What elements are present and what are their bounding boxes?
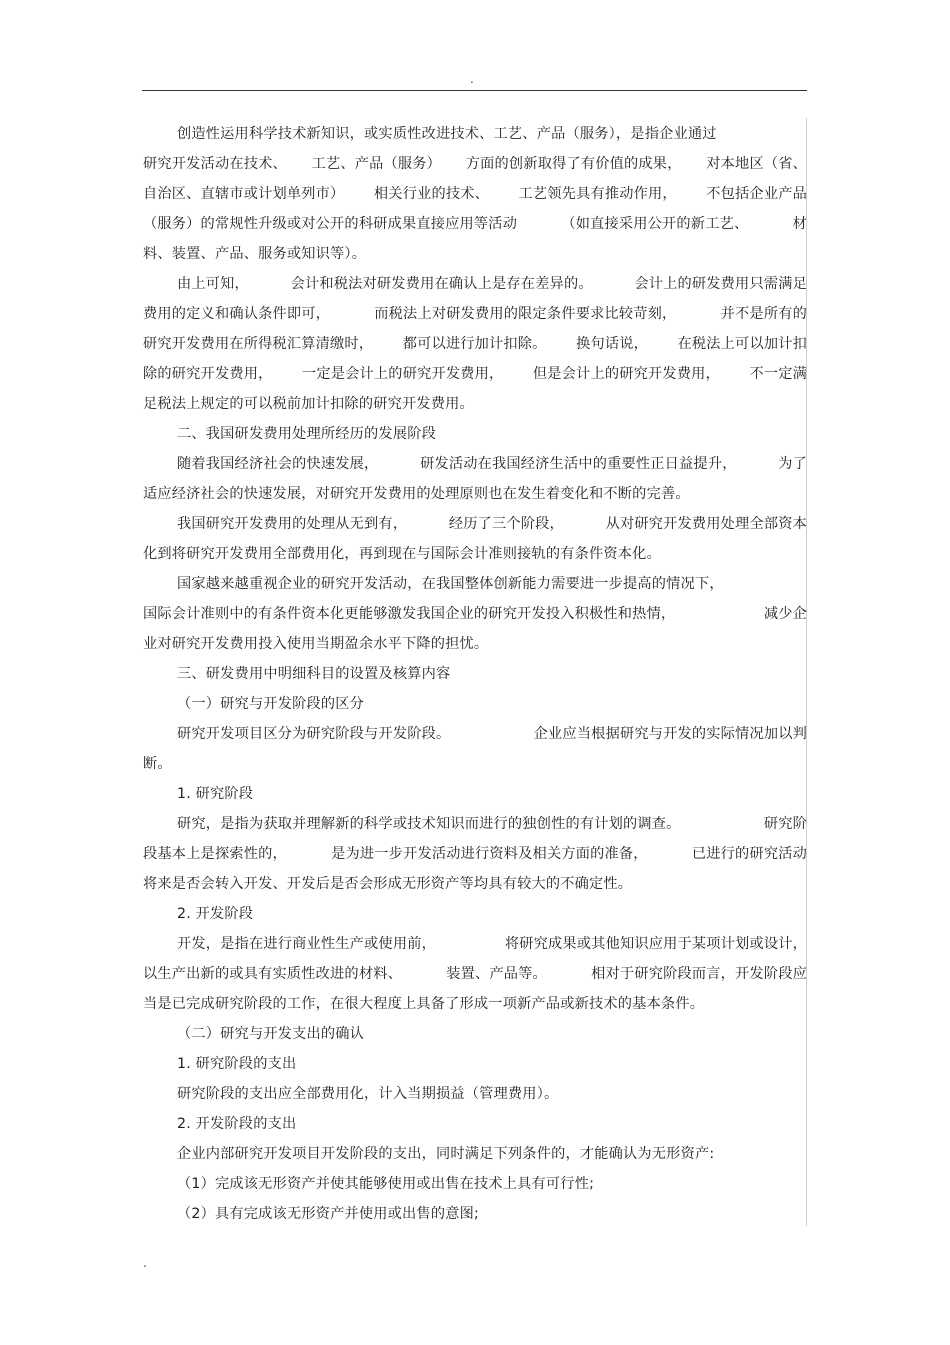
text-segment: 料、装置、产品、服务或知识等）。 xyxy=(143,246,367,262)
text-line xyxy=(143,659,807,689)
text-line xyxy=(143,389,807,419)
text-segment: 但是会计上的研究开发费用， xyxy=(532,366,720,382)
text-segment: 工艺领先具有推动作用， xyxy=(518,186,677,202)
header-rule xyxy=(142,90,807,91)
text-segment: 而税法上对研发费用的限定条件要求比较苛刻， xyxy=(374,306,677,322)
text-line xyxy=(143,899,807,929)
text-segment: 对本地区（省、 xyxy=(706,156,807,172)
text-segment: 研究，是指为获取并理解新的科学或技术知识而进行的独创性的有计划的调查。 xyxy=(177,816,681,832)
text-line xyxy=(143,809,807,839)
text-line xyxy=(143,479,807,509)
text-line xyxy=(143,569,807,599)
text-line xyxy=(143,419,807,449)
text-segment: 企业内部研究开发项目开发阶段的支出，同时满足下列条件的，才能确认为无形资产: xyxy=(177,1146,715,1162)
text-segment: （二）研究与开发支出的确认 xyxy=(177,1026,365,1042)
text-segment: 以生产出新的或具有实质性改进的材料、 xyxy=(143,966,402,982)
text-segment: 并不是所有的 xyxy=(720,306,807,322)
text-segment: 断。 xyxy=(143,756,172,772)
text-segment: 经历了三个阶段， xyxy=(448,516,564,532)
text-segment: 是为进一步开发活动进行资料及相关方面的准备， xyxy=(331,846,648,862)
text-line xyxy=(143,959,807,989)
text-segment: 已进行的研究活动 xyxy=(691,846,807,862)
text-segment: （1）完成该无形资产并使其能够使用或出售在技术上具有可行性; xyxy=(177,1176,595,1192)
text-segment: 我国研究开发费用的处理从无到有， xyxy=(177,516,408,532)
text-segment: 自治区、直辖市或计划单列市） xyxy=(143,186,345,202)
text-segment: 在税法上可以加计扣 xyxy=(677,336,807,352)
text-line xyxy=(143,239,807,269)
text-line xyxy=(143,179,807,209)
text-segment: 化到将研究开发费用全部费用化，再到现在与国际会计准则接轨的有条件资本化。 xyxy=(143,546,661,562)
text-line xyxy=(143,1079,807,1109)
text-segment: 足税法上规定的可以税前加计扣除的研究开发费用。 xyxy=(143,396,474,412)
text-line xyxy=(143,839,807,869)
text-segment: （一）研究与开发阶段的区分 xyxy=(177,696,365,712)
text-line xyxy=(143,1109,807,1139)
text-line xyxy=(143,119,807,149)
text-segment: 会计和税法对研发费用在确认上是存在差异的。 xyxy=(290,276,593,292)
text-segment: 减少企 xyxy=(763,606,807,622)
header-dot: . xyxy=(470,72,474,86)
text-segment: 换句话说， xyxy=(576,336,649,352)
text-segment: 创造性运用科学技术新知识，或实质性改进技术、工艺、产品（服务），是指企业通过 xyxy=(177,126,717,142)
text-segment: 研发活动在我国经济生活中的重要性正日益提升， xyxy=(420,456,737,472)
text-segment: 研究阶段的支出应全部费用化，计入当期损益（管理费用）。 xyxy=(177,1086,559,1102)
text-line xyxy=(143,509,807,539)
text-segment: （服务）的常规性升级或对公开的科研成果直接应用等活动 xyxy=(143,216,518,232)
text-line xyxy=(143,209,807,239)
text-line xyxy=(143,1049,807,1079)
text-line xyxy=(143,689,807,719)
document-body xyxy=(143,119,807,1229)
text-line xyxy=(143,1139,807,1169)
text-segment: 国家越来越重视企业的研究开发活动，在我国整体创新能力需要进一步提高的情况下， xyxy=(177,576,724,592)
text-segment: 业对研究开发费用投入使用当期盈余水平下降的担忧。 xyxy=(143,636,489,652)
text-segment: 材 xyxy=(792,216,807,232)
text-segment: 研究阶 xyxy=(763,816,807,832)
text-segment: （2）具有完成该无形资产并使用或出售的意图; xyxy=(177,1206,479,1222)
text-line xyxy=(143,749,807,779)
text-line xyxy=(143,449,807,479)
text-segment: 企业应当根据研究与开发的实际情况加以判 xyxy=(533,726,807,742)
text-segment: 段基本上是探索性的， xyxy=(143,846,287,862)
text-segment: 都可以进行加计扣除。 xyxy=(402,336,547,352)
text-line xyxy=(143,599,807,629)
text-segment: 三、研发费用中明细科目的设置及核算内容 xyxy=(177,666,451,682)
text-line xyxy=(143,719,807,749)
text-line xyxy=(143,269,807,299)
text-segment: 2. 开发阶段 xyxy=(177,906,254,922)
text-segment: 1. 研究阶段的支出 xyxy=(177,1056,297,1072)
text-segment: 2. 开发阶段的支出 xyxy=(177,1116,297,1132)
text-segment: 开发，是指在进行商业性生产或使用前， xyxy=(177,936,436,952)
text-line xyxy=(143,869,807,899)
text-line xyxy=(143,149,807,179)
text-line xyxy=(143,299,807,329)
text-segment: 1. 研究阶段 xyxy=(177,786,254,802)
text-segment: 不一定满 xyxy=(749,366,807,382)
text-line xyxy=(143,329,807,359)
text-segment: 国际会计准则中的有条件资本化更能够激发我国企业的研究开发投入积极性和热情， xyxy=(143,606,676,622)
text-segment: 装置、产品等。 xyxy=(446,966,547,982)
text-segment: 将来是否会转入开发、开发后是否会形成无形资产等均具有较大的不确定性。 xyxy=(143,876,633,892)
text-segment: 二、我国研发费用处理所经历的发展阶段 xyxy=(177,426,436,442)
text-line xyxy=(143,779,807,809)
text-segment: 当是已完成研究阶段的工作，在很大程度上具备了形成一项新产品或新技术的基本条件。 xyxy=(143,996,705,1012)
text-line xyxy=(143,929,807,959)
text-segment: 相对于研究阶段而言，开发阶段应 xyxy=(591,966,807,982)
text-segment: 将研究成果或其他知识应用于某项计划或设计， xyxy=(504,936,807,952)
text-segment: 一定是会计上的研究开发费用， xyxy=(301,366,504,382)
text-segment: 由上可知， xyxy=(177,276,249,292)
text-segment: 费用的定义和确认条件即可， xyxy=(143,306,331,322)
text-segment: 除的研究开发费用， xyxy=(143,366,273,382)
text-segment: 为了 xyxy=(778,456,807,472)
text-line xyxy=(143,1019,807,1049)
text-segment: 方面的创新取得了有价值的成果， xyxy=(465,156,682,172)
text-line xyxy=(143,629,807,659)
text-line xyxy=(143,359,807,389)
footer-dot: . xyxy=(143,1256,147,1270)
text-segment: 不包括企业产品 xyxy=(706,186,807,202)
text-segment: 研究开发活动在技术、 xyxy=(143,156,287,172)
text-segment: 会计上的研发费用只需满足 xyxy=(634,276,807,292)
text-line xyxy=(143,1169,807,1199)
text-segment: （如直接采用公开的新工艺、 xyxy=(561,216,749,232)
text-segment: 工艺、产品（服务） xyxy=(311,156,442,172)
text-line xyxy=(143,989,807,1019)
text-segment: 研究开发项目区分为研究阶段与开发阶段。 xyxy=(177,726,451,742)
text-segment: 相关行业的技术、 xyxy=(373,186,490,202)
text-segment: 研究开发费用在所得税汇算清缴时， xyxy=(143,336,374,352)
text-line xyxy=(143,1199,807,1229)
text-line xyxy=(143,539,807,569)
text-segment: 从对研究开发费用处理全部资本 xyxy=(605,516,807,532)
text-segment: 随着我国经济社会的快速发展， xyxy=(177,456,379,472)
text-segment: 适应经济社会的快速发展，对研究开发费用的处理原则也在发生着变化和不断的完善。 xyxy=(143,486,690,502)
